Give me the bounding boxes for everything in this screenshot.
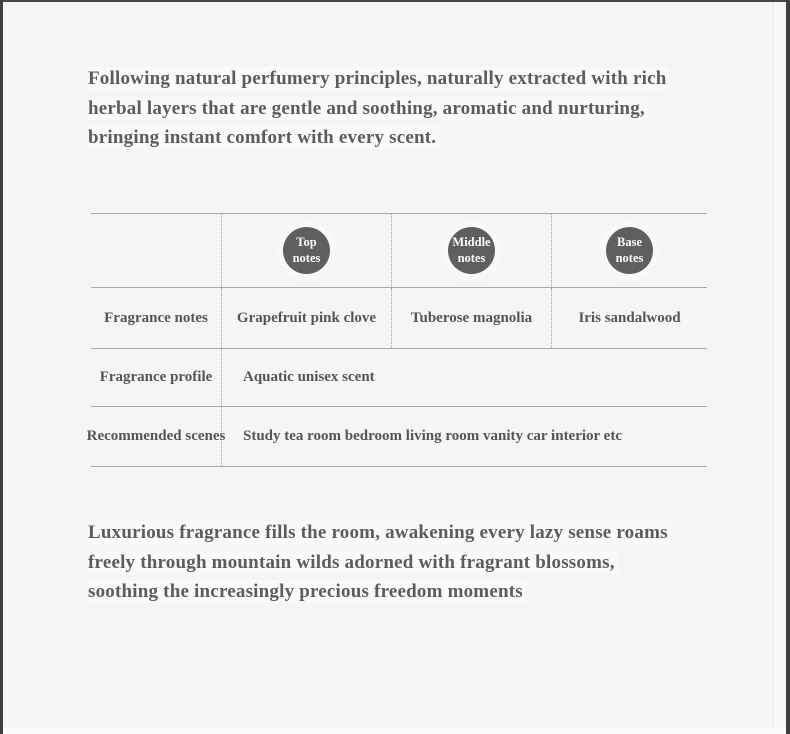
top-notes-value: Grapefruit pink clove: [222, 288, 392, 348]
base-notes-badge: [606, 227, 653, 274]
outro-line-3: soothing the increasingly precious freedom moments: [88, 577, 671, 607]
middle-notes-value: Tuberose magnolia: [392, 288, 552, 348]
badge-label: notes: [615, 250, 644, 265]
middle-notes-badge: [448, 227, 495, 274]
table-header-row: [91, 214, 707, 288]
frame-edge-left: [0, 0, 3, 734]
recommended-scenes-value: Study tea room bedroom living room vanity car interior etc: [243, 428, 622, 444]
base-notes-cell: [552, 214, 707, 287]
outro-line-1: Luxurious fragrance fills the room, awakening every lazy sense roams: [88, 518, 671, 548]
badge-label: notes: [457, 250, 486, 265]
base-notes-value: Iris sandalwood: [578, 309, 681, 326]
outro-paragraph: [88, 518, 671, 607]
badge-label: Top: [296, 234, 317, 249]
frame-edge-right: [786, 0, 790, 734]
intro-line-1: Following natural perfumery principles, naturally extracted with rich: [88, 64, 669, 94]
scrollbar-track[interactable]: [773, 2, 786, 734]
fragrance-profile-value: Aquatic unisex scent: [243, 369, 375, 385]
middle-notes-cell: [392, 214, 552, 287]
frame-edge-bottom: [3, 728, 786, 734]
intro-line-3: bringing instant comfort with every scent.: [88, 123, 669, 153]
row-label: Fragrance profile: [91, 349, 222, 406]
row-label: Fragrance notes: [91, 288, 222, 348]
badge-label: notes: [292, 250, 321, 265]
intro-line-2: herbal layers that are gentle and soothing, aromatic and nurturing,: [88, 94, 669, 124]
top-notes-badge: [283, 227, 330, 274]
header-empty-cell: [91, 214, 222, 287]
top-notes-cell: [222, 214, 392, 287]
fragrance-profile-row: [91, 349, 707, 407]
fragrance-notes-row: [91, 288, 707, 349]
intro-paragraph: [88, 64, 669, 153]
fragrance-notes-table: [86, 213, 707, 467]
recommended-scenes-row: [86, 407, 707, 467]
outro-line-2: freely through mountain wilds adorned with fragrant blossoms,: [88, 548, 671, 578]
row-label: Recommended scenes: [91, 407, 222, 466]
badge-label: Base: [617, 234, 642, 249]
frame-edge-top: [0, 0, 790, 2]
badge-label: Middle: [452, 234, 491, 249]
